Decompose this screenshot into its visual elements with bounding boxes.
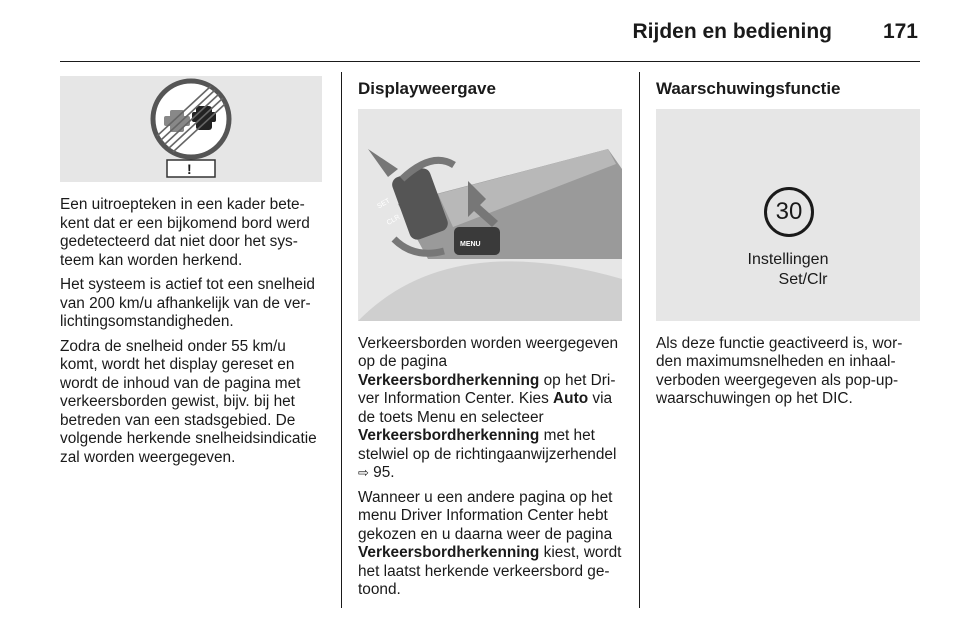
paragraph: Een uitroepteken in een kader betekent dat er een bijkomend bord werd gedetecteerd dat niet door het systeem kan worden herkend. [60,196,310,269]
set-clr-label: SET CLR [376,197,402,226]
page-number: 171 [882,20,918,43]
column-2 [358,76,622,606]
turn-signal-lever-figure [358,109,622,321]
section-heading: Displayweergave [358,79,496,98]
column-1 [60,76,324,473]
paragraph: Wanneer u een andere pagina op het menu Driver Information Center hebt gekozen en u daarna weer de pagina Verkeersbordherkenning kiest, wordt het laatst herkende verkeersbord getoond. [358,488,622,598]
display-settings-label: Instellingen [747,250,829,268]
dic-warning-display-figure [656,109,920,321]
section-heading: Waarschuwingsfunctie [656,79,841,98]
paragraph: Als deze functie geactiveerd is, worden maximumsnelheden en inhaalverboden weergegeven als pop-up-waarschuwingen op het DIC. [656,334,903,407]
sign-exclamation-label: ! [187,161,192,177]
speed-limit-sign: 30 [764,187,814,237]
section-title: Rijden en bediening [632,20,832,43]
page-reference: 95. [368,464,395,481]
paragraph: Verkeersborden worden weergegeven op de pagina Verkeersbordherkenning op het Driver Information Center. Kies Auto via de toets Menu en selecteer Verkeersbordherkenning met het stelwiel op de richtingaanwijzerhendel ⇨ 95. [358,334,619,481]
column-3 [656,76,920,415]
page-header [60,0,920,62]
column-divider [639,72,640,608]
end-overtaking-sign-figure [60,76,322,182]
page-reference-icon: ⇨ [358,465,369,480]
menu-label: MENU [460,240,481,248]
display-set-clr-label: Set/Clr [778,270,828,288]
paragraph: Het systeem is actief tot een snelheid van 200 km/u afhankelijk van de verlichtingsomstandigheden. [60,276,315,330]
paragraph: Zodra de snelheid onder 55 km/u komt, wordt het display gereset en wordt de inhoud van de pagina met verkeersborden gewist, bijv. bij het betreden van een stadsgebied. De volgende herkende snelheidsindicatie zal worden weergegeven. [60,337,317,466]
column-divider [341,72,342,608]
